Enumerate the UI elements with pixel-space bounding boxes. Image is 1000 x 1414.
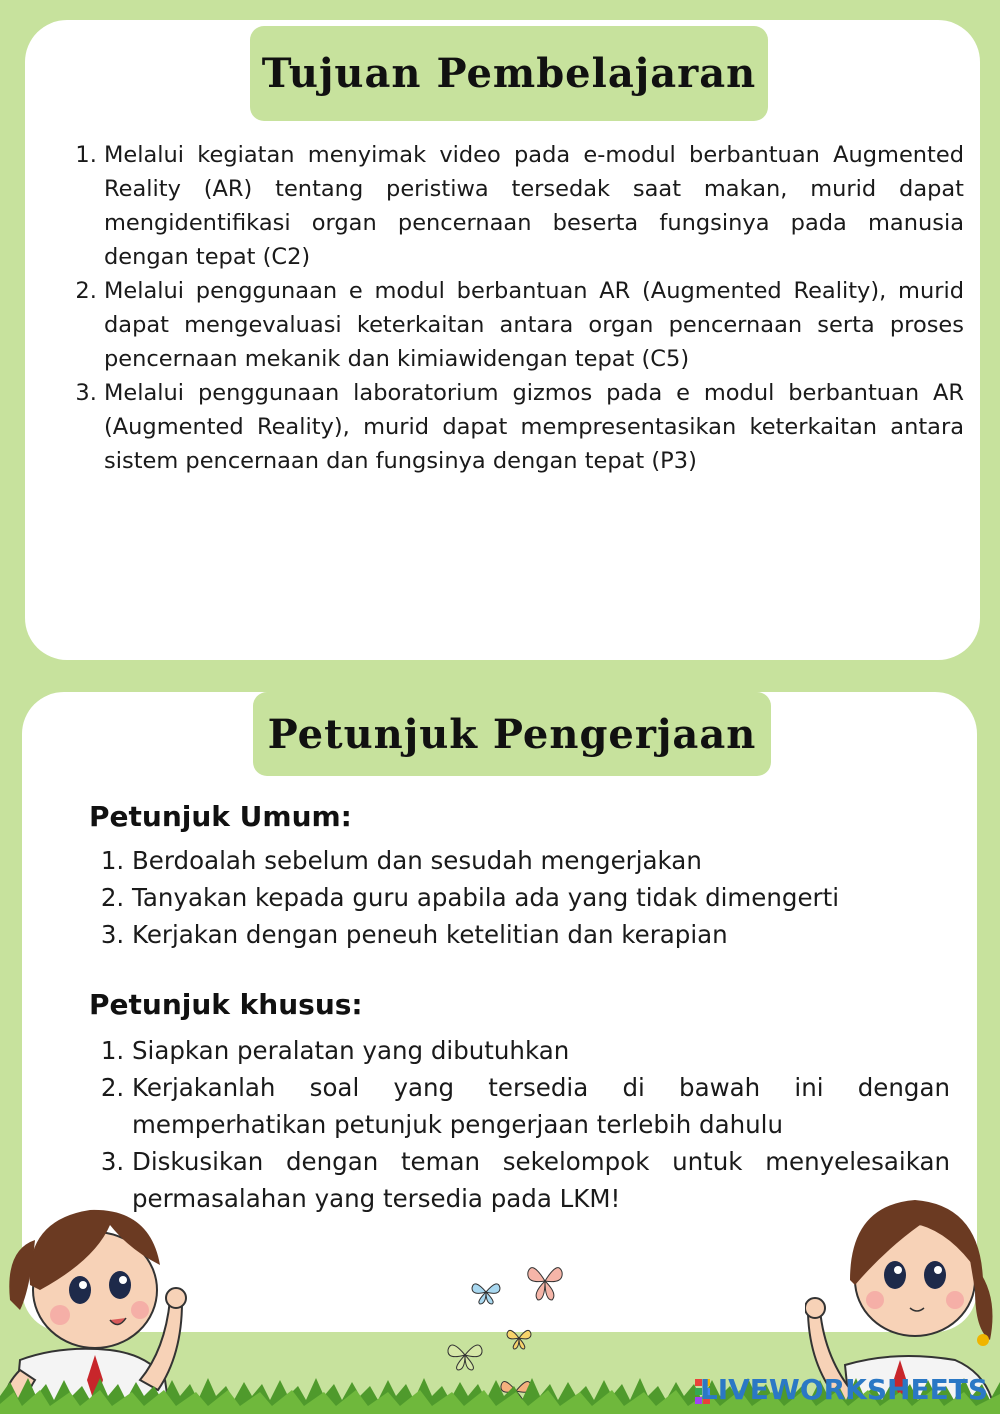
instruction-item: 2. Kerjakanlah soal yang tersedia di bawah ini dengan memperhatikan petunjuk pengerjaan terlebih dahulu: [132, 1069, 950, 1143]
learning-objectives-title: Tujuan Pembelajaran: [250, 26, 768, 121]
instructions-title: Petunjuk Pengerjaan: [253, 692, 771, 776]
instruction-item: 3. Kerjakan dengan peneuh ketelitian dan kerapian: [132, 916, 950, 953]
liveworksheets-watermark: LIVEWORKSHEETS: [699, 1373, 988, 1406]
instruction-item: 2. Tanyakan kepada guru apabila ada yang tidak dimengerti: [132, 879, 950, 916]
butterfly-icon: [505, 1325, 533, 1351]
learning-objectives-list: [80, 138, 964, 478]
butterfly-icon: [470, 1278, 502, 1306]
objective-item: 1. Melalui kegiatan menyimak video pada e-modul berbantuan Augmented Reality (AR) tentang peristiwa tersedak saat makan, murid dapat mengidentifikasi organ pencernaan beserta fungsinya pada manusia dengan tepat (C2): [104, 138, 964, 274]
objective-item: 2. Melalui penggunaan e modul berbantuan AR (Augmented Reality), murid dapat mengevaluasi keterkaitan antara organ pencernaan serta proses pencernaan mekanik dan kimiawidengan tepat (C5): [104, 274, 964, 376]
butterfly-icon: [445, 1338, 485, 1372]
specific-instructions-heading: Petunjuk khusus:: [89, 988, 363, 1021]
instruction-item: 1. Siapkan peralatan yang dibutuhkan: [132, 1032, 950, 1069]
general-instructions-heading: Petunjuk Umum:: [89, 800, 352, 833]
general-instructions-list: [108, 842, 950, 953]
objective-item: 3. Melalui penggunaan laboratorium gizmos pada e modul berbantuan AR (Augmented Reality), murid dapat mempresentasikan keterkaitan antara sistem pencernaan dan fungsinya dengan tepat (P3): [104, 376, 964, 478]
instruction-item: 3. Diskusikan dengan teman sekelompok untuk menyelesaikan permasalahan yang tersedia pada LKM!: [132, 1143, 950, 1217]
butterfly-icon: [522, 1258, 568, 1304]
instruction-item: 1. Berdoalah sebelum dan sesudah mengerjakan: [132, 842, 950, 879]
learning-objectives-card: [25, 20, 980, 660]
